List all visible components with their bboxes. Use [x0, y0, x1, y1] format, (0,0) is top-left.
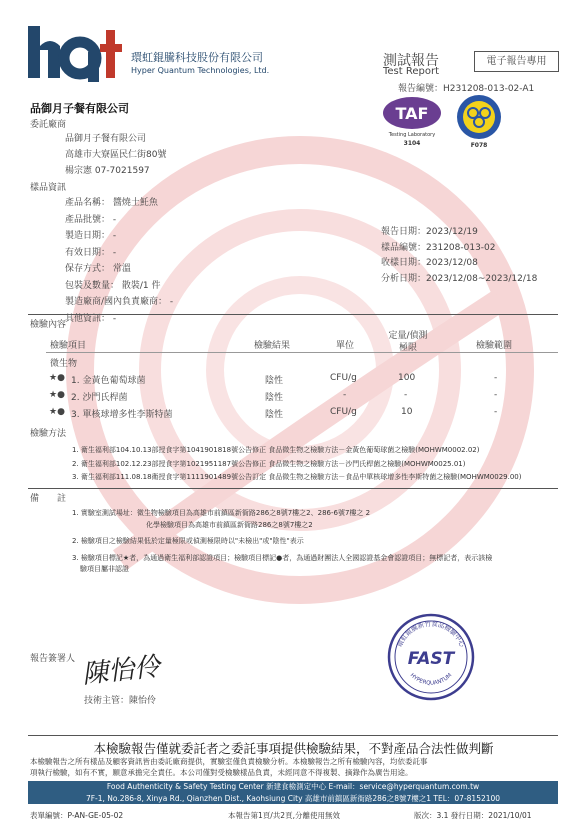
table-row: ★● 3. 單核球增多性李斯特菌 陰性 CFU/g 10 -	[49, 407, 498, 420]
test-category: 微生物	[50, 359, 78, 369]
sample-row: 包裝及數量： 散裝/1 件	[65, 280, 161, 291]
sample-row: 製造廠商/國內負責廠商： -	[65, 297, 174, 307]
table-row: ★● 2. 沙門氏桿菌 陰性 - - -	[49, 390, 498, 403]
receive-date: 收樣日期：2023/12/08	[381, 258, 478, 268]
sample-row: 其他資訊： -	[65, 313, 117, 324]
col-header-range: 檢驗範圍	[476, 341, 513, 351]
signer-label: 報告簽署人	[30, 654, 76, 664]
client-name-bold: 品御月子餐有限公司	[30, 102, 129, 115]
tests-section-label: 檢驗內容	[30, 320, 67, 330]
sample-number: 樣品編號：231208-013-02	[381, 242, 496, 253]
footer-disclaimer: 本檢驗報告僅就委託者之委託事項提供檢驗結果，不對產品合法性做判斷	[93, 741, 494, 756]
sample-info-left	[65, 195, 173, 327]
report-title-en: Test Report	[383, 66, 440, 77]
taf-caption: Testing Laboratory	[388, 132, 436, 138]
method-item: 2. 衛生福利部102.12.23部授食字第1021951187號公告修正 食品微生物之檢驗方法－沙門氏桿菌之檢驗(MOHWM0025.01)	[72, 459, 466, 468]
report-number-label: 報告編號：H231208-013-02-A1	[398, 84, 535, 94]
client-contact: 楊宗憲 07-7021597	[65, 166, 150, 176]
footer-contact-bar: Food Authenticity & Safety Testing Center 新建食檢測定中心 E-mail：service@hyperquantum.com.tw 7F-1, No.286-8, Xinya Rd., Qianzhen Dist., Kaohsiung City 高雄市前鎮區新衙路286之8號7樓之1 TEL：07-8152100	[28, 781, 558, 804]
client-name: 品御月子餐有限公司	[65, 134, 147, 144]
taf-number: 3104	[403, 140, 421, 147]
sample-row: 產品批號： -	[65, 214, 117, 225]
client-address: 高雄市大寮區民仁街80號	[65, 150, 167, 160]
col-header-result: 檢驗結果	[254, 341, 291, 351]
remarks-section-label: 備 註	[30, 494, 67, 504]
sample-row: 製造日期： -	[65, 231, 117, 241]
form-number: 表單編號：P-AN-GE-05-02	[30, 811, 124, 820]
accreditation-number: F078	[470, 142, 488, 149]
remark-item: 1. 實驗室測試場址：微生物檢驗項目為高雄市前鎮區新衙路286之8號7樓之2、286-6號7樓之 2	[72, 509, 371, 517]
methods-section-label: 檢驗方法	[30, 429, 67, 439]
report-date: 報告日期：2023/12/19	[381, 227, 478, 237]
method-item: 1. 衛生福利部104.10.13部授食字第1041901818號公告修正 食品微生物之檢驗方法－金黃色葡萄球菌之檢驗(MOHWM0002.02)	[72, 446, 480, 454]
col-header-limit: 定量/偵測 極限	[388, 331, 428, 353]
report-title-zh: 測試報告	[383, 53, 439, 69]
sample-info-right	[381, 224, 537, 286]
sample-row: 產品名稱： 醬燒土魠魚	[65, 198, 158, 208]
method-item: 3. 衛生福利部111.08.18衛授食字第1111901489號公告訂定 食品微生物之檢驗方法－食品中單核球增多性李斯特菌之檢驗(MOHWM0029.00)	[72, 473, 522, 481]
version-info: 版次：3.1 發行日期：2021/10/01	[414, 811, 532, 820]
table-row: ★● 1. 金黃色葡萄球菌 陰性 CFU/g 100 -	[49, 373, 498, 386]
col-header-unit: 單位	[336, 341, 355, 351]
table-header-rule	[46, 352, 558, 353]
page-info: 本報告第1頁/共2頁,分離使用無效	[228, 811, 340, 820]
hqt-logo	[26, 22, 126, 84]
divider	[28, 488, 558, 489]
svg-text:環虹錕騰新竹食品檢驗中心: 環虹錕騰新竹食品檢驗中心	[395, 619, 467, 649]
remark-item: 驗項目屬非認證	[80, 565, 129, 573]
report-number: H231208-013-02-A1	[443, 84, 535, 94]
handwritten-signature: 陳怡伶	[80, 651, 162, 690]
fast-stamp-seal	[386, 612, 476, 702]
col-header-item: 檢驗項目	[50, 341, 87, 351]
remark-item: 化學檢驗項目為高雄市前鎮區新衙路286之8號7樓之2	[146, 520, 313, 529]
client-section-label: 委託廠商	[30, 120, 67, 130]
electronic-report-badge: 電子報告專用	[474, 51, 559, 72]
test-table-body	[0, 373, 587, 424]
accreditation-badge-icon	[456, 94, 502, 140]
remark-item: 2. 檢驗項目之檢驗結果低於定量極限或偵測極限時以"未檢出"或"陰性"表示	[72, 537, 304, 545]
svg-text:FAST: FAST	[407, 649, 455, 669]
svg-text:TAF: TAF	[395, 104, 429, 123]
divider	[28, 314, 558, 315]
sample-row: 保存方式： 常溫	[65, 264, 131, 274]
sample-row: 有效日期： -	[65, 247, 117, 258]
company-name-en: Hyper Quantum Technologies, Ltd.	[131, 66, 270, 75]
remark-item: 3. 檢驗項目標記★者，為通過衛生福利部認證項目；檢驗項目標記●者，為通過財團法人全國認證基金會認證項目；無標記者，表示該檢	[72, 553, 493, 562]
footer-notice: 本檢驗報告之所有樣品及顧客資訊皆由委託廠商提供，實驗室僅負責檢驗分析。本檢驗報告之所有檢驗內容，均依委託事 項執行檢驗，如有不實，願意承擔完全責任。本公司僅對受檢驗樣品負責，未經同意不得複製、摘錄作為廣告用途。	[30, 757, 428, 777]
sample-section-label: 樣品資訊	[30, 183, 67, 193]
divider	[28, 735, 558, 736]
svg-text:HYPERQUANTUM: HYPERQUANTUM	[408, 672, 454, 687]
methods-list	[72, 444, 562, 485]
analysis-date: 分析日期：2023/12/08~2023/12/18	[381, 273, 538, 284]
taf-logo	[382, 96, 442, 130]
remarks-list	[72, 508, 557, 576]
company-name-zh: 環虹錕騰科技股份有限公司	[131, 51, 263, 64]
signer-title: 技術主管：陳怡伶	[84, 696, 157, 706]
